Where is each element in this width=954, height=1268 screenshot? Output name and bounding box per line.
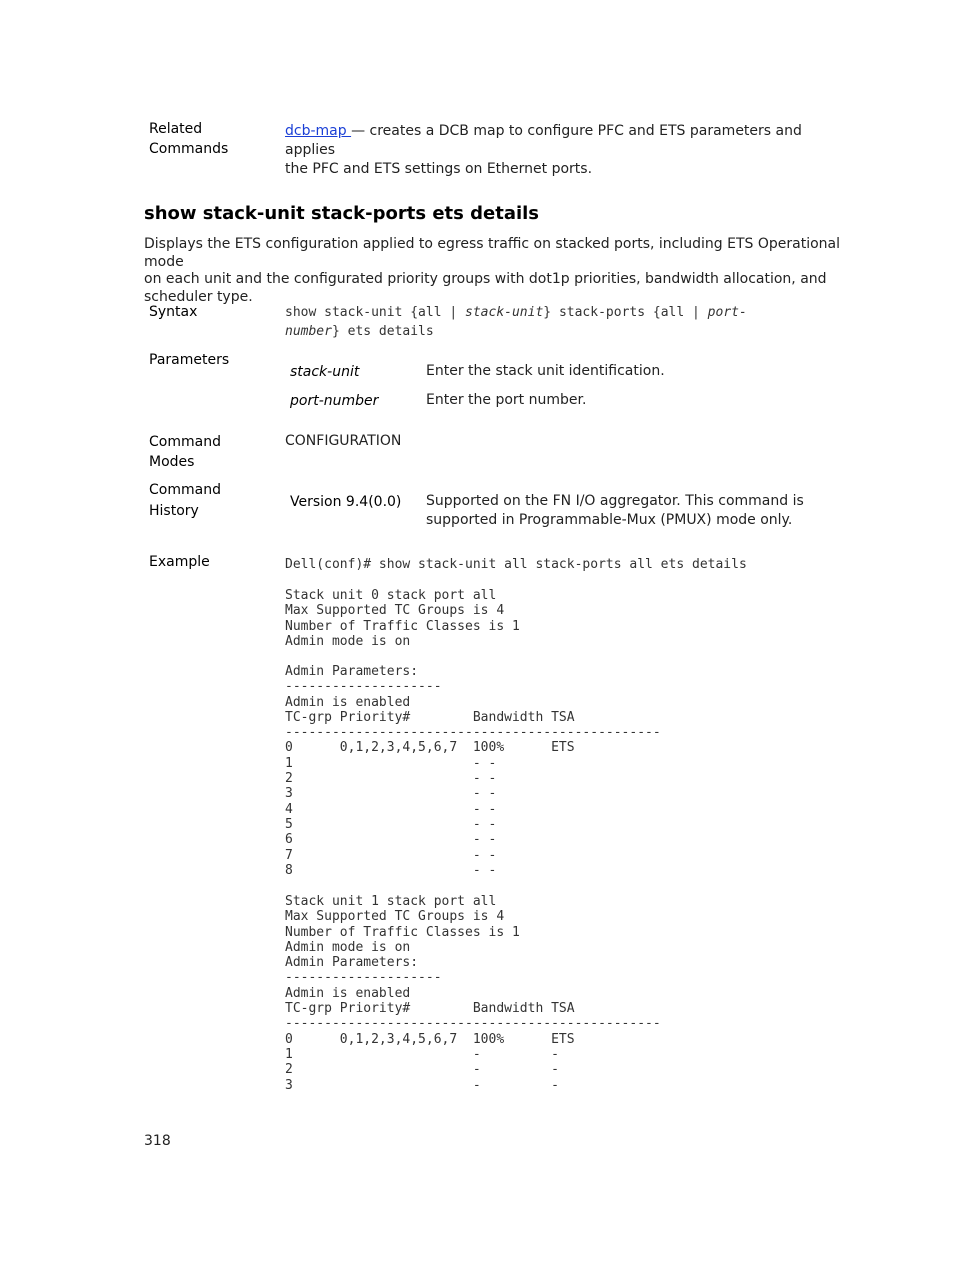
example-output-block2: Admin Parameters: -------------------- Admin is enabled TC-grp Priority# Bandwidth TSA ------------------------------------------------ 0 0,1,2,3,4,5,6,7 100% ETS 1 - - 2 - - 3 - - 4 - - 5 - - 6 - - 7 - - 8 - - xyxy=(285,664,661,878)
example-label: Example xyxy=(149,554,210,570)
related-label-line2: Commands xyxy=(149,141,229,157)
section-desc-line3: scheduler type. xyxy=(144,288,253,305)
example-command: Dell(conf)# show stack-unit all stack-ports all ets details xyxy=(285,557,747,572)
syntax-p6: } ets details xyxy=(331,324,434,339)
syntax-label: Syntax xyxy=(149,304,198,320)
syntax-p1: show stack-unit {all | xyxy=(285,305,466,320)
related-desc-line2: the PFC and ETS settings on Ethernet ports. xyxy=(285,161,593,177)
history-label-line2: History xyxy=(149,503,199,519)
example-output-block3: Stack unit 1 stack port all Max Supported TC Groups is 4 Number of Traffic Classes is 1 Admin mode is on Admin Parameters: -------------------- Admin is enabled TC-grp Priority# Bandwidth TSA ------------------------------------------------ 0 0,1,2,3,4,5,6,7 100% ETS 1 - - 2 - - 3 - - xyxy=(285,894,661,1093)
related-commands-desc xyxy=(285,122,845,179)
example-output-block1: Stack unit 0 stack port all Max Supported TC Groups is 4 Number of Traffic Classes is 1 Admin mode is on xyxy=(285,588,520,649)
history-desc-line1: Supported on the FN I/O aggregator. This command is xyxy=(426,493,804,509)
syntax-code xyxy=(285,303,747,341)
related-desc-line1: — creates a DCB map to configure PFC and ETS parameters and applies xyxy=(285,123,802,158)
param-desc-stack-unit: Enter the stack unit identification. xyxy=(426,363,665,379)
syntax-p4: port- xyxy=(707,305,747,320)
param-desc-port-number: Enter the port number. xyxy=(426,392,587,408)
section-desc-line2: on each unit and the configurated priority groups with dot1p priorities, bandwidth allocation, and xyxy=(144,271,827,287)
section-description xyxy=(144,236,844,306)
dcb-map-link[interactable]: dcb-map xyxy=(285,123,352,139)
command-modes-label xyxy=(149,432,221,472)
syntax-p5: number xyxy=(285,324,332,339)
history-desc-line2: supported in Programmable-Mux (PMUX) mode only. xyxy=(426,512,793,528)
parameters-label: Parameters xyxy=(149,352,230,368)
command-modes-value: CONFIGURATION xyxy=(285,433,402,449)
param-name-port-number: port-number xyxy=(290,393,379,409)
section-desc-line1: Displays the ETS configuration applied to egress traffic on stacked ports, including ETS Operational mode xyxy=(144,236,841,270)
history-label-line1: Command xyxy=(149,482,221,498)
param-name-stack-unit: stack-unit xyxy=(290,364,360,380)
page-number: 318 xyxy=(144,1133,171,1149)
syntax-p3: } stack-ports {all | xyxy=(543,305,708,320)
modes-label-line2: Modes xyxy=(149,454,195,470)
history-version: Version 9.4(0.0) xyxy=(290,494,402,510)
related-commands-label xyxy=(149,119,228,159)
syntax-p2: stack-unit xyxy=(465,305,544,320)
modes-label-line1: Command xyxy=(149,434,221,450)
command-history-label xyxy=(149,480,221,522)
history-description xyxy=(426,492,804,530)
section-title: show stack-unit stack-ports ets details xyxy=(144,203,540,224)
related-label-line1: Related xyxy=(149,121,203,137)
